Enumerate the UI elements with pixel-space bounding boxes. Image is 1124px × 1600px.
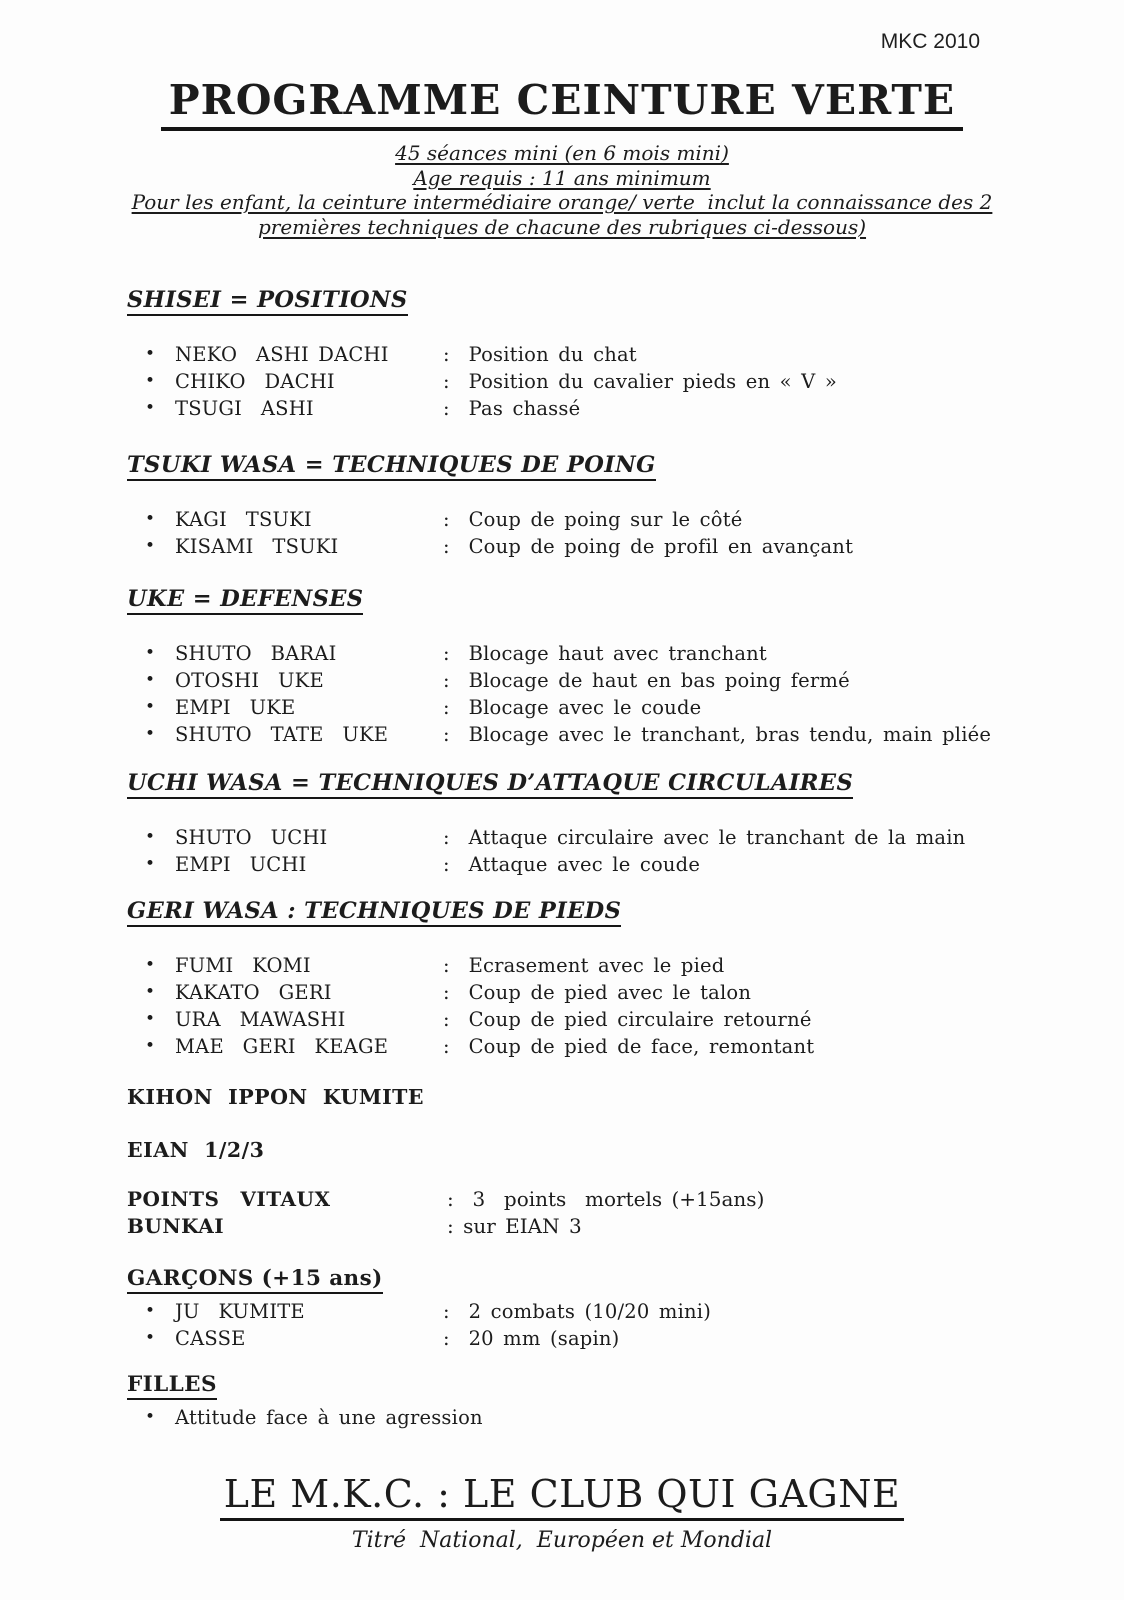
- term: KAKATO GERI: [175, 981, 332, 1004]
- section-heading: SHISEI = POSITIONS: [127, 287, 408, 316]
- description: : Position du cavalier pieds en « V »: [443, 370, 837, 393]
- description: : 3 points mortels (+15ans): [447, 1187, 765, 1211]
- bullet-icon: •: [145, 344, 156, 364]
- subtitle-line: Age requis : 11 ans minimum: [413, 165, 711, 190]
- subtitle-line: premières techniques de chacune des rubriques ci-dessous): [257, 214, 867, 239]
- subtitle-line: 45 séances mini (en 6 mois mini): [395, 141, 729, 165]
- kv-row-bunkai: [127, 1213, 1074, 1240]
- description: : Coup de pied circulaire retourné: [443, 1008, 812, 1031]
- description: : 2 combats (10/20 mini): [443, 1300, 712, 1323]
- bullet-icon: •: [145, 697, 156, 717]
- term: MAE GERI KEAGE: [175, 1035, 389, 1058]
- description: : sur EIAN 3: [447, 1214, 582, 1238]
- description: : Pas chassé: [443, 397, 581, 420]
- list-item: [127, 395, 1074, 422]
- list-item: [127, 341, 1074, 368]
- description: : Coup de poing sur le côté: [443, 508, 743, 531]
- kv-row-points-vitaux: [127, 1186, 1074, 1213]
- term: KAGI TSUKI: [175, 508, 312, 531]
- section-geri-wasa: [127, 898, 1074, 1060]
- bullet-icon: •: [145, 371, 156, 391]
- description: : Coup de pied avec le talon: [443, 981, 752, 1004]
- list-item: [127, 1006, 1074, 1033]
- term: JU KUMITE: [175, 1300, 305, 1323]
- bullet-icon: •: [145, 509, 156, 529]
- list-item: [127, 533, 1074, 560]
- kihon-line: KIHON IPPON KUMITE: [127, 1085, 425, 1109]
- bullet-icon: •: [145, 724, 156, 744]
- term: EMPI UKE: [175, 696, 296, 719]
- term: CHIKO DACHI: [175, 370, 335, 393]
- description: : Coup de poing de profil en avançant: [443, 535, 854, 558]
- section-uchi-wasa: [127, 770, 1074, 878]
- list-item: [127, 1404, 1074, 1431]
- body-column: [127, 287, 1074, 1431]
- bullet-icon: •: [145, 827, 156, 847]
- list-item: [127, 368, 1074, 395]
- list-item: [127, 1033, 1074, 1060]
- list-item: [127, 1325, 1074, 1352]
- term: SHUTO TATE UKE: [175, 723, 389, 746]
- term: POINTS VITAUX: [127, 1187, 331, 1211]
- section-heading: FILLES: [127, 1372, 217, 1400]
- bullet-icon: •: [145, 1036, 156, 1056]
- page-title: PROGRAMME CEINTURE VERTE: [161, 76, 963, 131]
- section-heading: GERI WASA : TECHNIQUES DE PIEDS: [127, 898, 621, 927]
- bullet-icon: •: [145, 854, 156, 874]
- term: SHUTO UCHI: [175, 826, 328, 849]
- bullet-icon: •: [145, 398, 156, 418]
- description: : Blocage avec le coude: [443, 696, 702, 719]
- bullet-icon: •: [145, 982, 156, 1002]
- subtitle-block: [0, 141, 1124, 239]
- bullet-icon: •: [145, 536, 156, 556]
- term: TSUGI ASHI: [175, 397, 314, 420]
- section-heading: UCHI WASA = TECHNIQUES D’ATTAQUE CIRCULAIRES: [127, 770, 853, 799]
- title-wrap: [0, 76, 1124, 131]
- eian-line: EIAN 1/2/3: [127, 1138, 265, 1162]
- term: FUMI KOMI: [175, 954, 311, 977]
- description: : Coup de pied de face, remontant: [443, 1035, 815, 1058]
- description: : Attaque circulaire avec le tranchant de la main: [443, 826, 966, 849]
- list-item: [127, 694, 1074, 721]
- term: SHUTO BARAI: [175, 642, 337, 665]
- section-heading: TSUKI WASA = TECHNIQUES DE POING: [127, 452, 656, 481]
- section-tsuki-wasa: [127, 452, 1074, 560]
- bullet-icon: •: [145, 1328, 156, 1348]
- bullet-icon: •: [145, 670, 156, 690]
- bullet-icon: •: [145, 1407, 156, 1427]
- term: CASSE: [175, 1327, 246, 1350]
- subtitle-line: Pour les enfant, la ceinture intermédiaire orange/ verte inclut la connaissance des 2: [131, 190, 993, 214]
- doc-tag: MKC 2010: [880, 30, 980, 53]
- list-item: [127, 1298, 1074, 1325]
- list-item: [127, 667, 1074, 694]
- bullet-icon: •: [145, 643, 156, 663]
- term: NEKO ASHI DACHI: [175, 343, 389, 366]
- section-garcons: [127, 1266, 1074, 1352]
- list-item: [127, 506, 1074, 533]
- term: EMPI UCHI: [175, 853, 307, 876]
- bullet-icon: •: [145, 1301, 156, 1321]
- list-item: [127, 979, 1074, 1006]
- section-filles: [127, 1372, 1074, 1431]
- list-item: [127, 851, 1074, 878]
- footer-subline: Titré National, Européen et Mondial: [351, 1528, 773, 1553]
- footer: [0, 1472, 1124, 1553]
- list-item: [127, 952, 1074, 979]
- bullet-icon: •: [145, 955, 156, 975]
- description: : 20 mm (sapin): [443, 1327, 620, 1350]
- section-shisei: [127, 287, 1074, 422]
- section-heading: UKE = DEFENSES: [127, 586, 363, 615]
- section-uke: [127, 586, 1074, 748]
- description: : Blocage de haut en bas poing fermé: [443, 669, 850, 692]
- list-item: [127, 721, 1074, 748]
- term: URA MAWASHI: [175, 1008, 346, 1031]
- bullet-icon: •: [145, 1009, 156, 1029]
- description: : Ecrasement avec le pied: [443, 954, 725, 977]
- footer-slogan: LE M.K.C. : LE CLUB QUI GAGNE: [220, 1472, 905, 1521]
- section-heading: GARÇONS (+15 ans): [127, 1266, 383, 1294]
- description: Attitude face à une agression: [175, 1406, 483, 1429]
- term: BUNKAI: [127, 1214, 225, 1238]
- list-item: [127, 824, 1074, 851]
- description: : Blocage avec le tranchant, bras tendu, main pliée: [443, 723, 992, 746]
- description: : Attaque avec le coude: [443, 853, 701, 876]
- list-item: [127, 640, 1074, 667]
- description: : Position du chat: [443, 343, 637, 366]
- term: KISAMI TSUKI: [175, 535, 339, 558]
- description: : Blocage haut avec tranchant: [443, 642, 767, 665]
- term: OTOSHI UKE: [175, 669, 324, 692]
